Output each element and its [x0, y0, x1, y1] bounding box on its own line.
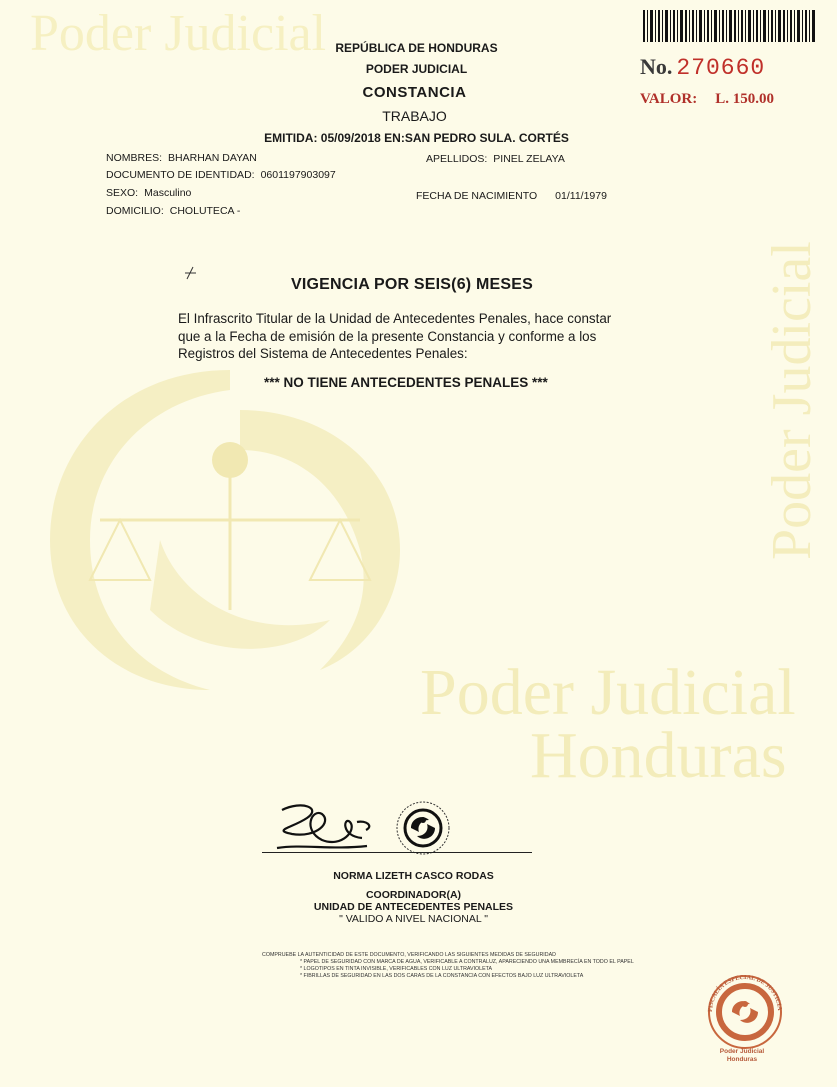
field-apellidos: APELLIDOS: PINEL ZELAYA	[426, 153, 565, 165]
stamp-line-1: Poder Judicial	[719, 1048, 765, 1055]
issued-line: EMITIDA: 05/09/2018 EN:SAN PEDRO SULA. CORTÉS	[264, 131, 569, 145]
security-line-1: COMPRUEBE LA AUTENTICIDAD DE ESTE DOCUMENTO, VERIFICANDO LAS SIGUIENTES MEDIDAS DE SEGURIDAD	[262, 952, 556, 958]
header-branch: PODER JUDICIAL	[365, 62, 468, 76]
documento-value: 0601197903097	[260, 169, 336, 181]
field-fecha-nacimiento: FECHA DE NACIMIENTO 01/11/1979	[416, 190, 607, 202]
security-line-2: * PAPEL DE SEGURIDAD CON MARCA DE AGUA, VERIFICABLE A CONTRALUZ, APARECIENDO UNA MEMBRECÍA EN TODO EL PAPEL	[300, 959, 634, 965]
official-seal	[395, 800, 451, 856]
security-line-3: * LOGOTIPOS EN TINTA INVISIBLE, VERIFICABLES CON LUZ ULTRAVIOLETA	[300, 966, 493, 972]
watermark-honduras: Honduras	[530, 719, 787, 792]
paragraph-line-3: Registros del Sistema de Antecedentes Penales:	[178, 346, 468, 361]
stamp-line-2: Honduras	[726, 1056, 758, 1063]
field-sexo: SEXO: Masculino	[106, 187, 192, 199]
valor-amount: L. 150.00	[715, 91, 774, 107]
field-nombres: NOMBRES: BHARHAN DAYAN	[106, 152, 257, 164]
apellidos-value: PINEL ZELAYA	[493, 153, 565, 165]
certification-paragraph	[178, 310, 678, 363]
barcode	[643, 10, 816, 42]
valor-row	[640, 91, 774, 108]
signature-line	[262, 852, 532, 853]
signer-unit: UNIDAD DE ANTECEDENTES PENALES	[313, 901, 514, 913]
watermark-top-text: Poder Judicial	[30, 5, 327, 62]
watermark-poder-judicial: Poder Judicial	[420, 656, 796, 729]
document-title: CONSTANCIA	[362, 84, 467, 101]
fiscalia-stamp	[698, 966, 792, 1050]
serial-label: No.	[640, 54, 673, 79]
document-purpose: TRABAJO	[382, 108, 447, 124]
security-line-4: * FIBRILLAS DE SEGURIDAD EN LAS DOS CARAS DE LA CONSTANCIA CON EFECTOS BAJO LUZ ULTRAVIOLETA	[300, 973, 584, 979]
serial-number-row	[640, 54, 765, 81]
handwritten-signature	[262, 800, 392, 860]
valor-label: VALOR:	[640, 91, 698, 107]
security-features-note	[262, 952, 634, 980]
justice-emblem-watermark	[30, 350, 450, 710]
validity-note: " VALIDO A NIVEL NACIONAL "	[339, 913, 488, 925]
stamp-caption	[702, 1048, 782, 1064]
result-statement: *** NO TIENE ANTECEDENTES PENALES ***	[264, 375, 548, 390]
paragraph-line-1: El Infrascrito Titular de la Unidad de Antecedentes Penales, hace constar	[178, 311, 612, 326]
domicilio-value: CHOLUTECA -	[169, 205, 241, 217]
field-domicilio: DOMICILIO: CHOLUTECA -	[106, 205, 241, 217]
paragraph-line-2: que a la Fecha de emisión de la presente Constancia y conforme a los	[178, 328, 597, 344]
svg-text:FISCALÍA ESPECIAL DE JUSTICIA: FISCALÍA ESPECIAL DE JUSTICIA	[706, 973, 784, 1013]
nombres-value: BHARHAN DAYAN	[168, 152, 257, 164]
serial-number: 270660	[676, 55, 766, 81]
signer-name: NORMA LIZETH CASCO RODAS	[333, 870, 494, 882]
signer-role: COORDINADOR(A)	[365, 889, 462, 901]
pen-mark	[184, 266, 198, 280]
header-republic: REPÚBLICA DE HONDURAS	[335, 41, 498, 55]
vigencia-heading: VIGENCIA POR SEIS(6) MESES	[291, 276, 533, 293]
fecha-nacimiento-value: 01/11/1979	[555, 190, 607, 202]
sexo-value: Masculino	[144, 187, 192, 199]
field-documento: DOCUMENTO DE IDENTIDAD: 0601197903097	[106, 169, 336, 181]
watermark-side-text: Poder Judicial	[761, 241, 823, 560]
